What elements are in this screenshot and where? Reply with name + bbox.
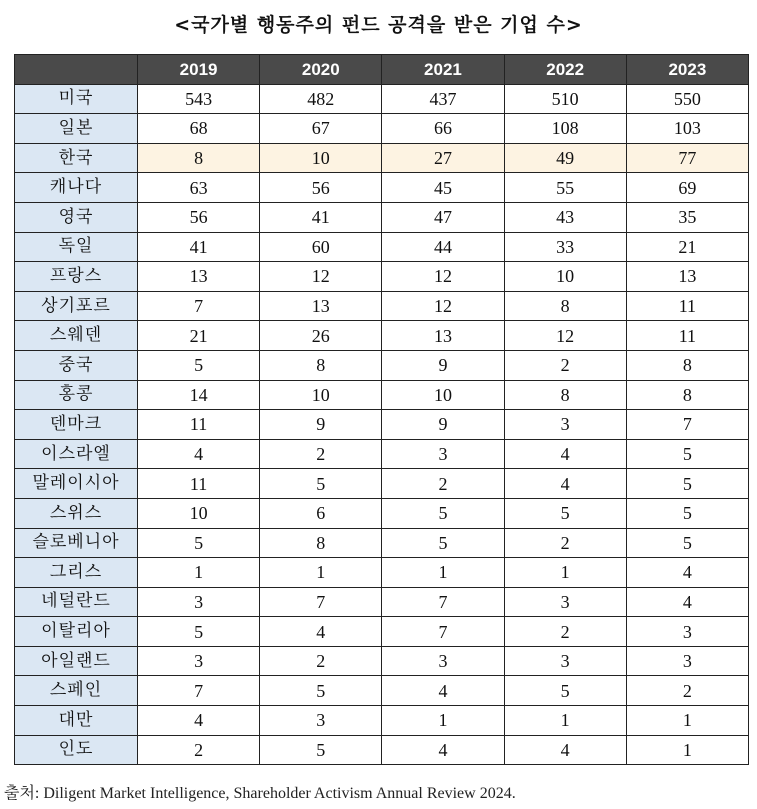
value-cell: 8 <box>504 380 626 410</box>
column-header: 2020 <box>260 55 382 85</box>
page-title: <국가별 행동주의 펀드 공격을 받은 기업 수> <box>174 14 583 36</box>
table-row <box>15 143 749 173</box>
table-row <box>15 469 749 499</box>
value-cell: 56 <box>138 202 260 232</box>
value-cell: 41 <box>260 202 382 232</box>
country-cell: 중국 <box>15 350 138 380</box>
value-cell: 8 <box>504 291 626 321</box>
value-cell: 5 <box>626 439 748 469</box>
table-row <box>15 646 749 676</box>
value-cell: 3 <box>504 410 626 440</box>
value-cell: 27 <box>382 143 504 173</box>
value-cell: 2 <box>504 350 626 380</box>
value-cell: 13 <box>260 291 382 321</box>
country-cell: 대만 <box>15 706 138 736</box>
value-cell: 12 <box>260 262 382 292</box>
value-cell: 67 <box>260 114 382 144</box>
value-cell: 35 <box>626 202 748 232</box>
country-cell: 스위스 <box>15 498 138 528</box>
country-cell: 영국 <box>15 202 138 232</box>
value-cell: 108 <box>504 114 626 144</box>
value-cell: 482 <box>260 84 382 114</box>
value-cell: 7 <box>260 587 382 617</box>
value-cell: 2 <box>504 528 626 558</box>
value-cell: 9 <box>382 350 504 380</box>
value-cell: 4 <box>504 735 626 765</box>
value-cell: 510 <box>504 84 626 114</box>
value-cell: 5 <box>260 676 382 706</box>
value-cell: 10 <box>382 380 504 410</box>
table-row <box>15 735 749 765</box>
country-cell: 그리스 <box>15 558 138 588</box>
value-cell: 69 <box>626 173 748 203</box>
value-cell: 5 <box>260 735 382 765</box>
country-cell: 네덜란드 <box>15 587 138 617</box>
value-cell: 12 <box>382 262 504 292</box>
country-cell: 인도 <box>15 735 138 765</box>
value-cell: 26 <box>260 321 382 351</box>
value-cell: 3 <box>626 646 748 676</box>
table-row <box>15 114 749 144</box>
value-cell: 10 <box>260 143 382 173</box>
value-cell: 3 <box>382 646 504 676</box>
value-cell: 4 <box>138 439 260 469</box>
value-cell: 11 <box>626 291 748 321</box>
table-row <box>15 410 749 440</box>
value-cell: 4 <box>260 617 382 647</box>
country-cell: 아일랜드 <box>15 646 138 676</box>
value-cell: 10 <box>504 262 626 292</box>
country-cell: 상기포르 <box>15 291 138 321</box>
value-cell: 4 <box>626 587 748 617</box>
table-row <box>15 84 749 114</box>
value-cell: 68 <box>138 114 260 144</box>
header-row <box>15 55 749 85</box>
value-cell: 1 <box>504 558 626 588</box>
value-cell: 1 <box>626 706 748 736</box>
value-cell: 77 <box>626 143 748 173</box>
value-cell: 3 <box>626 617 748 647</box>
value-cell: 11 <box>138 469 260 499</box>
value-cell: 8 <box>138 143 260 173</box>
table-row <box>15 439 749 469</box>
value-cell: 2 <box>138 735 260 765</box>
value-cell: 10 <box>138 498 260 528</box>
value-cell: 5 <box>382 498 504 528</box>
value-cell: 44 <box>382 232 504 262</box>
value-cell: 2 <box>626 676 748 706</box>
table-body <box>15 84 749 765</box>
table-row <box>15 321 749 351</box>
value-cell: 21 <box>626 232 748 262</box>
country-cell: 스페인 <box>15 676 138 706</box>
value-cell: 4 <box>626 558 748 588</box>
table-row <box>15 173 749 203</box>
column-header: 2021 <box>382 55 504 85</box>
table-row <box>15 291 749 321</box>
value-cell: 5 <box>260 469 382 499</box>
value-cell: 11 <box>626 321 748 351</box>
value-cell: 56 <box>260 173 382 203</box>
country-cell: 슬로베니아 <box>15 528 138 558</box>
value-cell: 13 <box>138 262 260 292</box>
country-cell: 이스라엘 <box>15 439 138 469</box>
value-cell: 5 <box>626 498 748 528</box>
value-cell: 4 <box>138 706 260 736</box>
country-cell: 프랑스 <box>15 262 138 292</box>
value-cell: 33 <box>504 232 626 262</box>
value-cell: 41 <box>138 232 260 262</box>
value-cell: 4 <box>382 676 504 706</box>
value-cell: 8 <box>626 380 748 410</box>
value-cell: 2 <box>260 646 382 676</box>
value-cell: 9 <box>382 410 504 440</box>
value-cell: 5 <box>138 350 260 380</box>
value-cell: 4 <box>504 469 626 499</box>
value-cell: 7 <box>626 410 748 440</box>
value-cell: 11 <box>138 410 260 440</box>
value-cell: 3 <box>504 646 626 676</box>
value-cell: 55 <box>504 173 626 203</box>
value-cell: 4 <box>504 439 626 469</box>
country-cell: 덴마크 <box>15 410 138 440</box>
value-cell: 5 <box>504 676 626 706</box>
value-cell: 12 <box>504 321 626 351</box>
table-row <box>15 676 749 706</box>
value-cell: 21 <box>138 321 260 351</box>
country-cell: 말레이시아 <box>15 469 138 499</box>
value-cell: 60 <box>260 232 382 262</box>
value-cell: 13 <box>382 321 504 351</box>
value-cell: 47 <box>382 202 504 232</box>
value-cell: 3 <box>382 439 504 469</box>
value-cell: 66 <box>382 114 504 144</box>
data-table <box>14 54 749 765</box>
value-cell: 543 <box>138 84 260 114</box>
table-row <box>15 262 749 292</box>
column-header: 2019 <box>138 55 260 85</box>
country-cell: 스웨덴 <box>15 321 138 351</box>
source-note: 출처: Diligent Market Intelligence, Shareholder Activism Annual Review 2024. <box>4 785 516 802</box>
table-row <box>15 350 749 380</box>
value-cell: 2 <box>504 617 626 647</box>
value-cell: 6 <box>260 498 382 528</box>
value-cell: 7 <box>382 587 504 617</box>
value-cell: 3 <box>138 646 260 676</box>
value-cell: 4 <box>382 735 504 765</box>
value-cell: 2 <box>382 469 504 499</box>
value-cell: 1 <box>260 558 382 588</box>
value-cell: 9 <box>260 410 382 440</box>
value-cell: 3 <box>138 587 260 617</box>
value-cell: 103 <box>626 114 748 144</box>
country-cell: 미국 <box>15 84 138 114</box>
value-cell: 1 <box>504 706 626 736</box>
header-corner-cell <box>15 55 138 85</box>
value-cell: 45 <box>382 173 504 203</box>
column-header: 2023 <box>626 55 748 85</box>
value-cell: 10 <box>260 380 382 410</box>
value-cell: 12 <box>382 291 504 321</box>
value-cell: 5 <box>626 469 748 499</box>
value-cell: 8 <box>260 350 382 380</box>
value-cell: 5 <box>504 498 626 528</box>
country-cell: 독일 <box>15 232 138 262</box>
value-cell: 7 <box>138 676 260 706</box>
value-cell: 5 <box>626 528 748 558</box>
value-cell: 550 <box>626 84 748 114</box>
country-cell: 일본 <box>15 114 138 144</box>
table-row <box>15 587 749 617</box>
value-cell: 8 <box>260 528 382 558</box>
value-cell: 5 <box>138 528 260 558</box>
value-cell: 43 <box>504 202 626 232</box>
table-row <box>15 528 749 558</box>
value-cell: 1 <box>138 558 260 588</box>
country-cell: 한국 <box>15 143 138 173</box>
value-cell: 14 <box>138 380 260 410</box>
value-cell: 3 <box>504 587 626 617</box>
table-row <box>15 617 749 647</box>
column-header: 2022 <box>504 55 626 85</box>
country-cell: 홍콩 <box>15 380 138 410</box>
table-row <box>15 558 749 588</box>
table-row <box>15 202 749 232</box>
value-cell: 8 <box>626 350 748 380</box>
value-cell: 1 <box>382 706 504 736</box>
table-row <box>15 232 749 262</box>
value-cell: 1 <box>626 735 748 765</box>
value-cell: 63 <box>138 173 260 203</box>
value-cell: 437 <box>382 84 504 114</box>
value-cell: 49 <box>504 143 626 173</box>
table-row <box>15 706 749 736</box>
value-cell: 5 <box>138 617 260 647</box>
table-row <box>15 380 749 410</box>
value-cell: 1 <box>382 558 504 588</box>
value-cell: 7 <box>382 617 504 647</box>
value-cell: 7 <box>138 291 260 321</box>
country-cell: 캐나다 <box>15 173 138 203</box>
country-cell: 이탈리아 <box>15 617 138 647</box>
value-cell: 5 <box>382 528 504 558</box>
value-cell: 2 <box>260 439 382 469</box>
value-cell: 3 <box>260 706 382 736</box>
value-cell: 13 <box>626 262 748 292</box>
table-row <box>15 498 749 528</box>
